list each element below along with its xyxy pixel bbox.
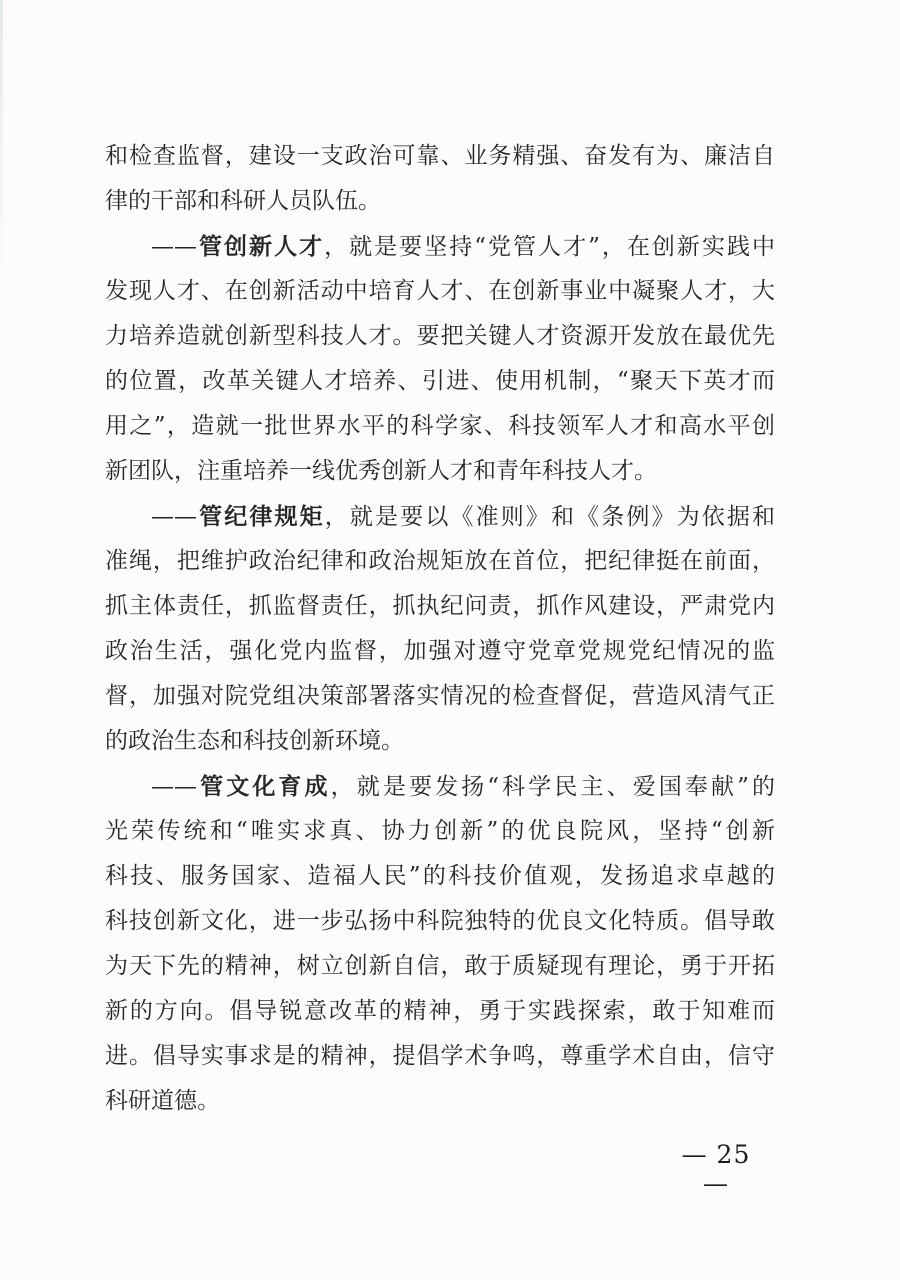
text-line [105, 629, 775, 674]
page-number: — 25 — [681, 1140, 751, 1198]
text-line [105, 854, 775, 899]
text-run: ，就是要发扬“科学民主、爱国奉献”的 [330, 774, 775, 800]
text-line [105, 494, 775, 539]
text-run: —— [151, 774, 197, 800]
text-run: 抓主体责任，抓监督责任，抓执纪问责，抓作风建设，严肃党内 [105, 593, 775, 619]
text-run: ，就是要坚持“党管人才”，在创新实践中 [324, 234, 775, 260]
text-run: 的政治生态和科技创新环境。 [105, 728, 404, 754]
text-run: 新团队，注重培养一线优秀创新人才和青年科技人才。 [105, 458, 657, 484]
text-run: 的位置，改革关键人才培养、引进、使用机制，“聚天下英才而 [105, 368, 775, 394]
text-run: 新的方向。倡导锐意改革的精神，勇于实践探索，敢于知难而 [105, 998, 775, 1024]
text-run: 和检查监督，建设一支政治可靠、业务精强、奋发有为、廉洁自 [105, 143, 775, 169]
text-run: 用之”，造就一批世界水平的科学家、科技领军人才和高水平创 [105, 413, 775, 439]
text-line [105, 539, 775, 584]
text-line [105, 314, 775, 359]
text-line [105, 1079, 775, 1124]
text-line [105, 719, 775, 764]
bold-run: 管文化育成 [197, 773, 331, 800]
bold-run: 管纪律规矩 [197, 503, 325, 530]
text-run: 科技创新文化，进一步弘扬中科院独特的优良文化特质。倡导敢 [105, 908, 775, 934]
text-run: 政治生活，强化党内监督，加强对遵守党章党规党纪情况的监 [105, 638, 775, 664]
text-run: 发现人才、在创新活动中培育人才、在创新事业中凝聚人才，大 [105, 278, 775, 304]
text-run: 律的干部和科研人员队伍。 [105, 188, 381, 214]
text-line [105, 1034, 775, 1079]
text-line [105, 809, 775, 854]
text-line [105, 674, 775, 719]
text-run: 进。倡导实事求是的精神，提倡学术争鸣，尊重学术自由，信守 [105, 1043, 775, 1069]
text-run: —— [151, 234, 197, 260]
text-line [105, 584, 775, 629]
text-run: 为天下先的精神，树立创新自信，敢于质疑现有理论，勇于开拓 [105, 953, 775, 979]
text-run: 准绳，把维护政治纪律和政治规矩放在首位，把纪律挺在前面， [105, 548, 775, 574]
text-line [105, 224, 775, 269]
text-run: ，就是要以《准则》和《条例》为依据和 [324, 504, 775, 530]
text-run: 力培养造就创新型科技人才。要把关键人才资源开发放在最优先 [105, 323, 775, 349]
text-run: 科研道德。 [105, 1088, 220, 1114]
text-line [105, 179, 775, 224]
text-line [105, 404, 775, 449]
text-line [105, 989, 775, 1034]
text-line [105, 764, 775, 809]
text-line [105, 359, 775, 404]
text-line [105, 269, 775, 314]
text-line [105, 944, 775, 989]
text-line [105, 449, 775, 494]
bold-run: 管创新人才 [197, 233, 325, 260]
text-run: 光荣传统和“唯实求真、协力创新”的优良院风，坚持“创新 [105, 818, 775, 844]
text-run: 科技、服务国家、造福人民”的科技价值观，发扬追求卓越的 [105, 863, 775, 889]
text-run: 督，加强对院党组决策部署落实情况的检查督促，营造风清气正 [105, 683, 775, 709]
text-line [105, 134, 775, 179]
text-run: —— [151, 504, 197, 530]
body-text [105, 134, 775, 1124]
scan-edge-artifact [0, 0, 3, 300]
text-line [105, 899, 775, 944]
